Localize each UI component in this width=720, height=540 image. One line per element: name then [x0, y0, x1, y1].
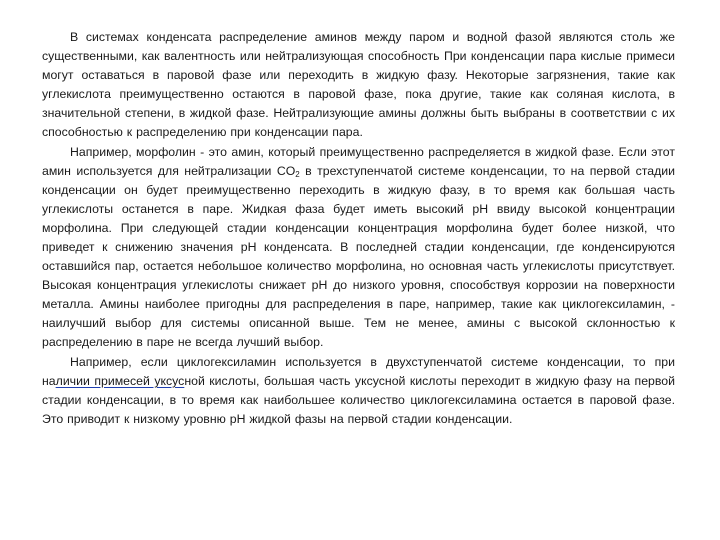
paragraph-3-text-start: Например, если циклогексиламин используется в двухступенчатой системе конденсации, то при на — [42, 355, 675, 388]
inline-link[interactable]: личии примесей уксус — [55, 374, 185, 388]
paragraph-2 — [42, 143, 675, 352]
paragraph-2-text-end: в трехступенчатой системе конденсации, то на первой стадии конденсации он будет преимущественно переходить в жидкую фазу, в то время как большая часть углекислоты останется в паре. Жидкая фаза будет иметь высокий pH ввиду высокой концентрации морфолина. При следующей стадии конденсации концентрация морфолина будет более низкой, что приведет к снижению значения pH конденсата. В последней стадии конденсации, где конденсируются оставшийся пар, остается небольшое количество морфолина, но основная часть углекислоты присутствует. Высокая концентрация углекислоты снижает pH до низкого уровня, способствуя коррозии на поверхности металла. Амины наиболее пригодны для распределения в паре, например, такие как циклогексиламин, - наилучший выбор для системы описанной выше. Тем не менее, амины с высокой склонностью к распределению в паре не всегда лучший выбор. — [42, 164, 675, 349]
paragraph-3-text-end: ной кислоты, большая часть уксусной кислоты переходит в жидкую фазу на первой стадии конденсации, в то время как наибольшее количество циклогексиламина остается в паровой фазе. Это приводит к низкому уровню pH жидкой фазы на первой стадии конденсации. — [42, 374, 675, 426]
paragraph-3 — [42, 353, 675, 429]
paragraph-1-text: В системах конденсата распределение аминов между паром и водной фазой являются столь же существенными, как валентность или нейтрализующая способность При конденсации пара кислые примеси могут оставаться в паровой фазе или переходить в жидкую фазу. Некоторые загрязнения, такие как углекислота преимущественно остаются в паровой фазе, пока другие, такие как соляная кислота, в значительной степени, в жидкой фазе. Нейтрализующие амины должны быть выбраны в соответствии с их способностью к распределению при конденсации пара. — [42, 30, 675, 139]
paragraph-2-text-start: Например, морфолин - это амин, который преимущественно распределяется в жидкой фазе. Если этот амин используется для нейтрализации CO — [42, 145, 675, 178]
document-page — [42, 28, 675, 429]
paragraph-1 — [42, 28, 675, 142]
co2-subscript: 2 — [295, 170, 300, 179]
